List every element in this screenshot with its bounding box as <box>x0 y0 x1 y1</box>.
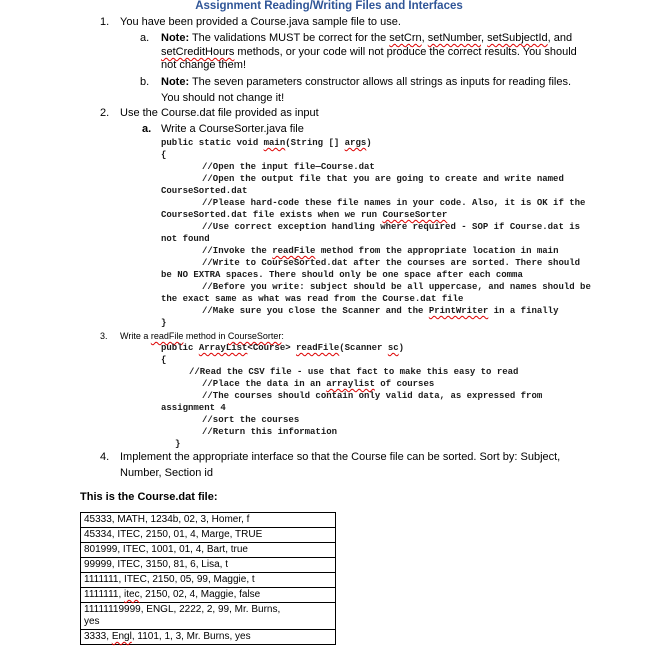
item-3-number: 3. <box>100 331 108 341</box>
code-line <box>202 378 434 390</box>
item-4-line2: Number, Section id <box>120 467 213 479</box>
code-word: CourseSorter <box>227 331 282 341</box>
course-dat-table <box>80 512 336 645</box>
code-line: //sort the courses <box>202 415 300 425</box>
code-line: CourseSorted.dat <box>161 186 248 196</box>
code-line: //Before you write: subject should be all uppercase, and names should be <box>202 282 591 292</box>
table-cell <box>81 588 336 603</box>
code-line: be NO EXTRA spaces. There should only be one space after each comma <box>161 270 523 280</box>
code-word: args <box>344 138 367 148</box>
item-2a-label: a. <box>142 123 152 135</box>
text: , <box>480 32 488 44</box>
item-4-number: 4. <box>100 451 110 463</box>
table-cell <box>81 603 336 630</box>
code-line: { <box>161 150 167 160</box>
item-4-line1: Implement the appropriate interface so that the Course file can be sorted. Sort by: Subject, <box>120 451 561 463</box>
code-text: ) <box>366 138 372 148</box>
code-word: readFile <box>272 246 316 256</box>
cell-text: 3333, <box>84 631 112 642</box>
cell-text: 45334, ITEC, 2150, 01, 4, Marge, TRUE <box>84 529 263 540</box>
code-line: the exact same as what was read from the Course.dat file <box>161 294 464 304</box>
table-row <box>81 558 336 573</box>
code-line: //Return this information <box>202 427 338 437</box>
code-text: ) <box>398 343 405 353</box>
code-line: //Open the output file that you are going to create and write named <box>202 174 564 184</box>
code-line <box>202 245 558 257</box>
code-text: //Invoke the <box>202 246 273 256</box>
code-line: } <box>175 439 181 449</box>
code-line: } <box>161 318 167 328</box>
code-word: setCreditHours <box>161 46 235 58</box>
table-row <box>81 543 336 558</box>
table-row <box>81 573 336 588</box>
code-word: arraylist <box>326 379 375 389</box>
item-1b-line2: You should not change it! <box>161 92 285 104</box>
code-word: CourseSorter <box>382 210 448 220</box>
cell-text: 11111119999, ENGL, 2222, 2, 99, Mr. Burns, <box>84 604 281 615</box>
page-title: Assignment Reading/Writing Files and Interfaces <box>195 0 463 12</box>
code-text: (Scanner <box>339 343 388 353</box>
code-line <box>161 209 447 221</box>
table-row <box>81 513 336 528</box>
text: methods, or your code will not produce the correct results. You should <box>234 46 577 58</box>
code-text: public static void <box>161 138 264 148</box>
item-1a-line2 <box>161 46 577 59</box>
item-1-text: You have been provided a Course.java sample file to use. <box>120 16 401 28</box>
code-line: //The courses should contain only valid data, as expressed from <box>202 391 543 401</box>
code-text: (String [] <box>285 138 345 148</box>
item-2a-text: Write a CourseSorter.java file <box>161 123 304 135</box>
code-line: //Read the CSV file - use that fact to make this easy to read <box>189 367 519 377</box>
item-1b-label: b. <box>140 76 150 88</box>
code-word: setCrn <box>389 32 422 44</box>
code-line <box>161 342 404 354</box>
table-cell <box>81 528 336 543</box>
table-row <box>81 603 336 630</box>
code-word: setSubjectId <box>487 32 548 44</box>
code-word: ArrayList <box>198 343 248 353</box>
item-2-text: Use the Course.dat file provided as input <box>120 107 319 119</box>
cell-text: , 1101, 1, 3, Mr. Burns, yes <box>131 631 251 642</box>
item-1a-line1 <box>161 32 572 45</box>
code-word: readFile <box>296 343 340 353</box>
text: The validations MUST be correct for the <box>189 32 390 44</box>
text: , <box>421 32 428 44</box>
cell-text: itec <box>124 589 140 600</box>
table-cell <box>81 513 336 528</box>
code-line <box>202 305 558 317</box>
text: : <box>281 331 284 341</box>
item-1-number: 1. <box>100 16 110 28</box>
code-word: setNumber <box>427 32 481 44</box>
table-cell <box>81 543 336 558</box>
code-line: assignment 4 <box>161 403 226 413</box>
code-line: //Please hard-code these file names in your code. Also, it is OK if the <box>202 198 586 208</box>
cell-text: 99999, ITEC, 3150, 81, 6, Lisa, t <box>84 559 228 570</box>
code-text: <Course> <box>247 343 297 353</box>
cell-text: , 2150, 02, 4, Maggie, false <box>139 589 261 600</box>
table-cell <box>81 558 336 573</box>
code-line: //Open the input file—Course.dat <box>202 162 375 172</box>
code-word: main <box>263 138 286 148</box>
item-1a-line3: not change them! <box>161 59 247 71</box>
note-label: Note: <box>161 32 190 44</box>
cell-text: Engl <box>111 631 132 642</box>
table-cell <box>81 573 336 588</box>
text: , and <box>547 32 573 44</box>
cell-text: 45333, MATH, 1234b, 02, 3, Homer, f <box>84 514 250 525</box>
code-text: CourseSorted.dat file exists when we run <box>161 210 383 220</box>
code-word: sc <box>387 343 399 353</box>
item-2-number: 2. <box>100 107 110 119</box>
code-line: not found <box>161 234 210 244</box>
table-row <box>81 528 336 543</box>
code-text: //Make sure you close the Scanner and the <box>202 306 429 316</box>
code-line <box>161 137 372 149</box>
text: The seven parameters constructor allows all strings as inputs for reading files. <box>189 76 572 88</box>
table-row <box>81 630 336 645</box>
code-text: in a finally <box>488 306 559 316</box>
code-text: of courses <box>374 379 435 389</box>
code-text: //Place the data in an <box>202 379 327 389</box>
code-text: method from the appropriate location in main <box>315 246 559 256</box>
text: method in <box>183 331 228 341</box>
code-line: //Write to CourseSorted.dat after the courses are sorted. There should <box>202 258 581 268</box>
cell-text: 801999, ITEC, 1001, 01, 4, Bart, true <box>84 544 248 555</box>
table-cell <box>81 630 336 645</box>
code-word: PrintWriter <box>428 306 489 316</box>
cell-text: 1111111, <box>84 589 125 600</box>
item-1b-line1 <box>161 76 571 89</box>
code-text: public <box>161 343 199 353</box>
dat-heading: This is the Course.dat file: <box>80 491 218 503</box>
cell-text: 1111111, ITEC, 2150, 05, 99, Maggie, t <box>84 574 255 585</box>
cell-text: yes <box>84 616 100 627</box>
code-line: { <box>161 355 167 365</box>
item-1a-label: a. <box>140 32 150 44</box>
text: Write a <box>120 331 151 341</box>
table-row <box>81 588 336 603</box>
note-label: Note: <box>161 76 190 88</box>
code-word: readFile <box>150 331 184 341</box>
code-line: //Use correct exception handling where required - SOP if Course.dat is <box>202 222 581 232</box>
